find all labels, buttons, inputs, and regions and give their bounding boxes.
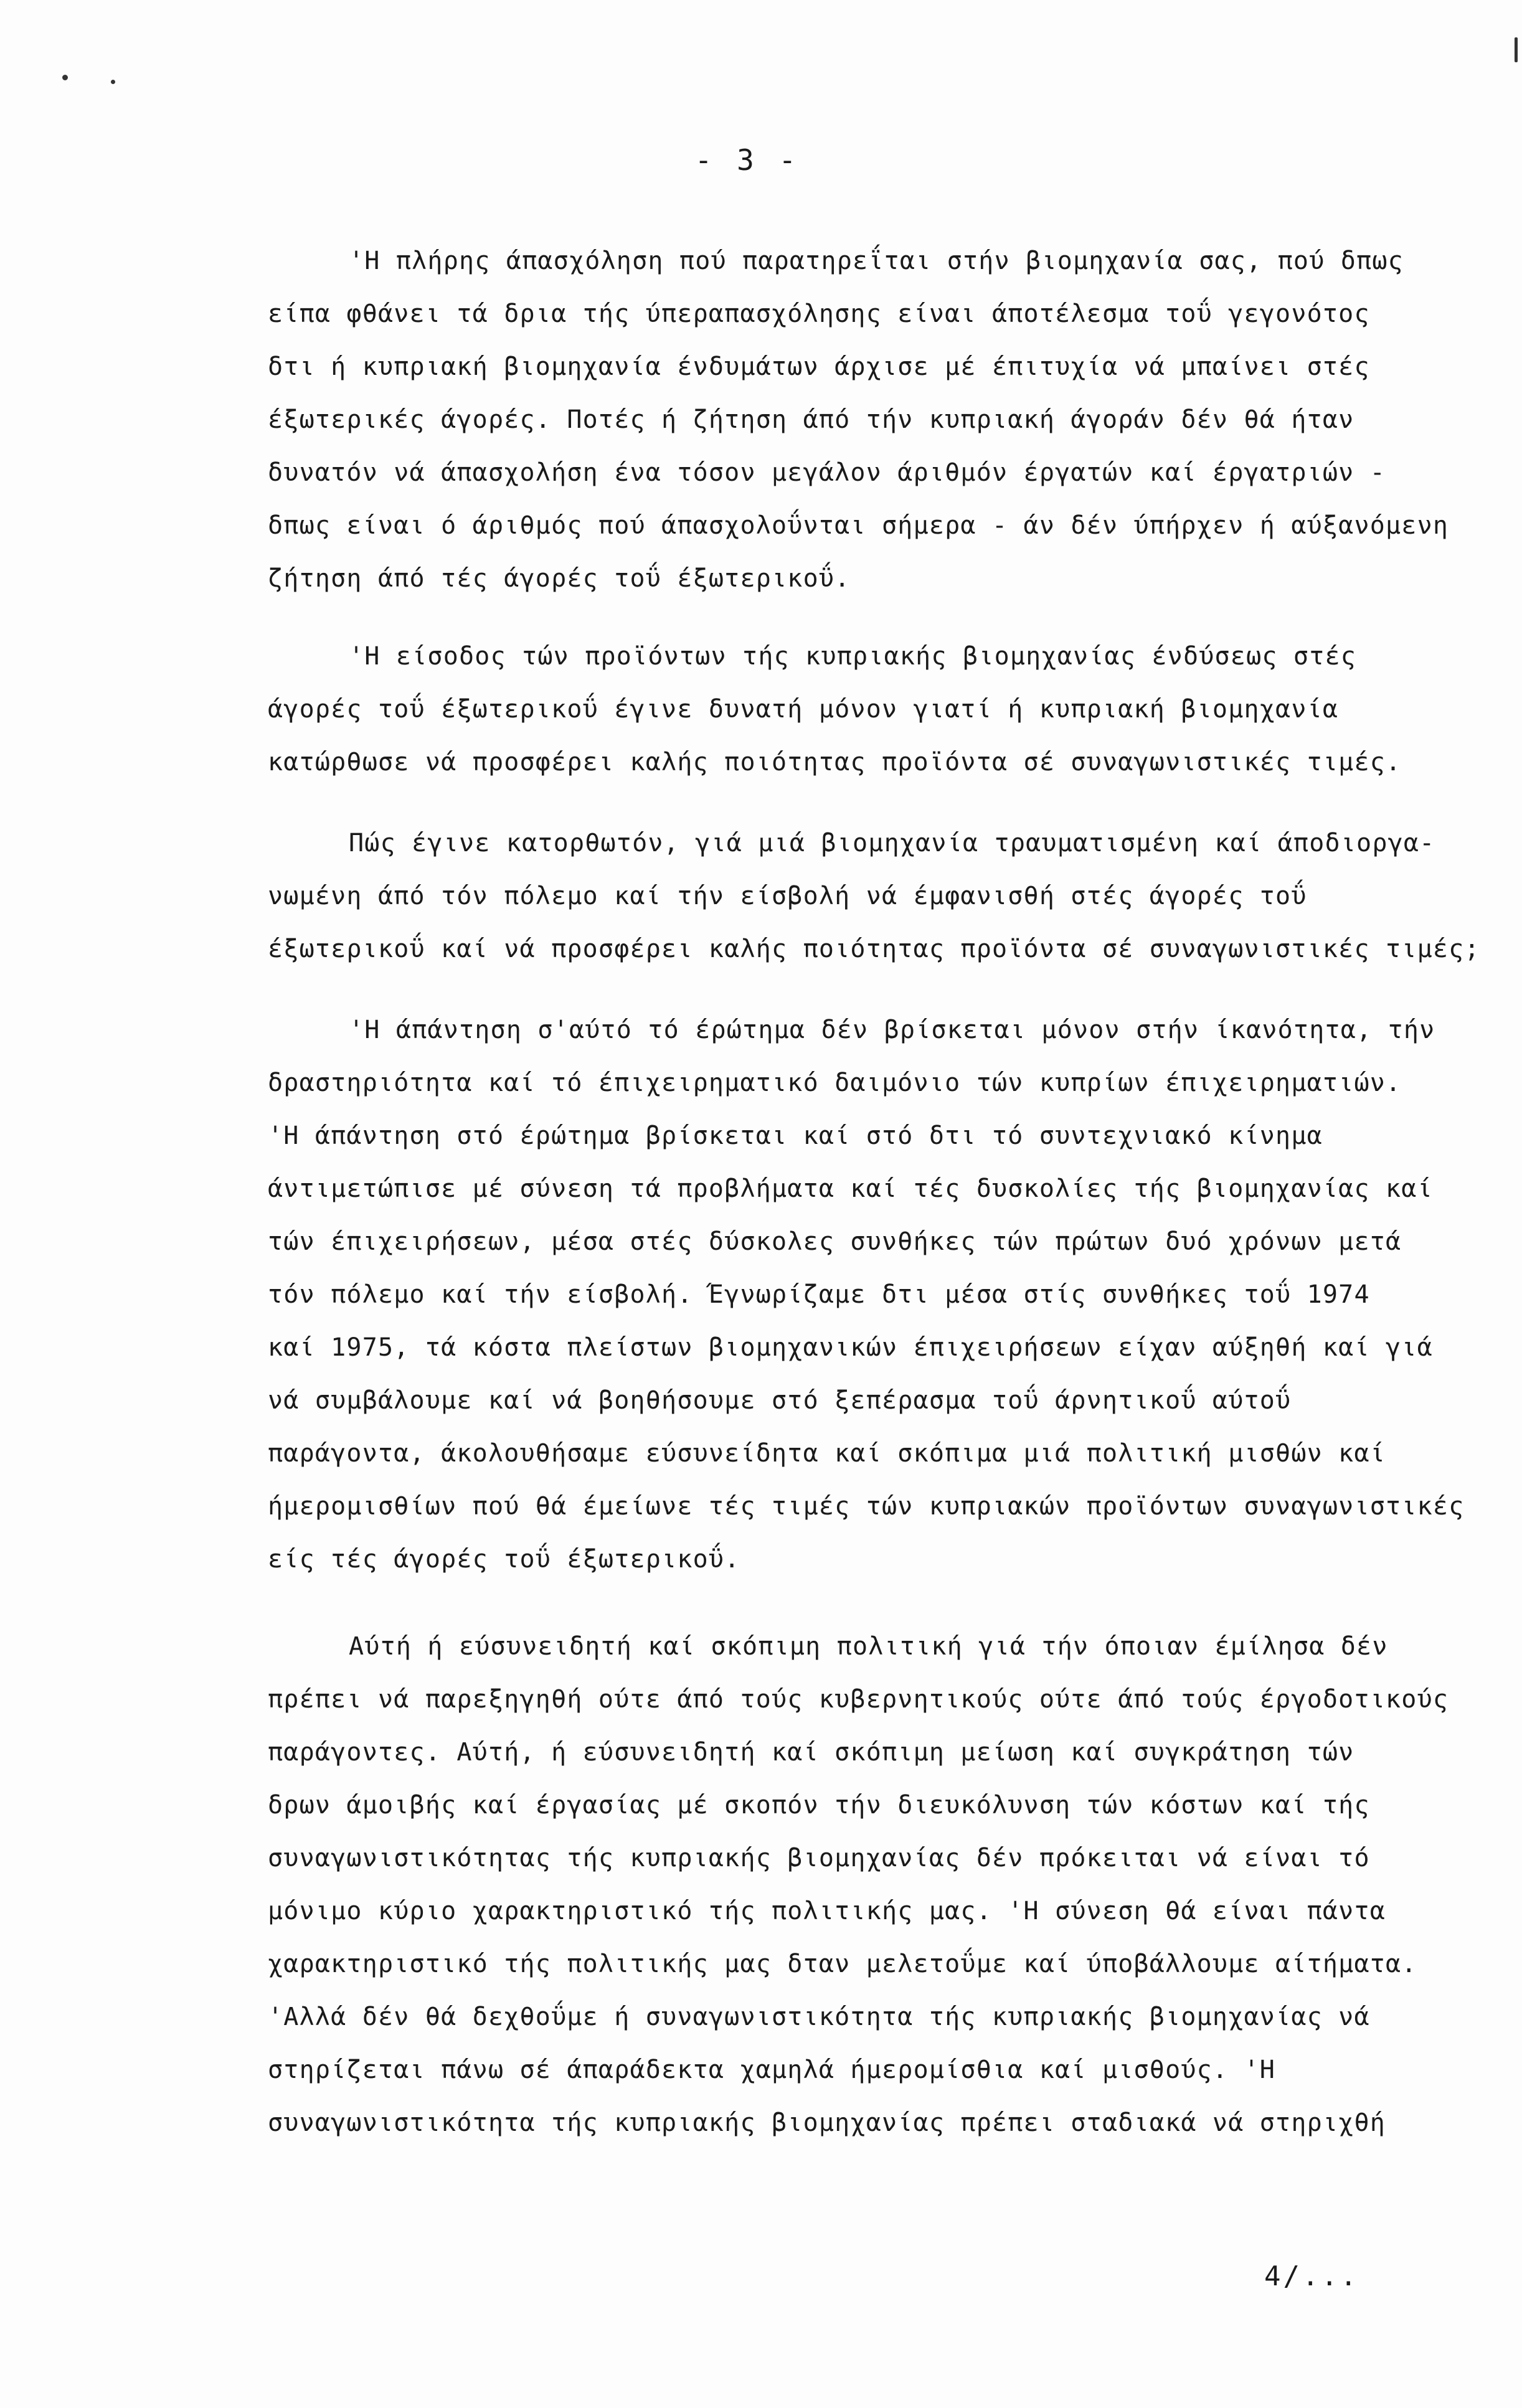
text-line: 'Αλλά δέν θά δεχθοΰμε ή συναγωνιστικότητα τής κυπριακής βιομηχανίας νά bbox=[268, 2003, 1370, 2031]
text-line: Αύτή ή εύσυνειδητή καί σκόπιμη πολιτική γιά τήν όποιαν έμίλησα δέν bbox=[349, 1632, 1388, 1661]
text-line: 'Η άπάντηση στό έρώτημα βρίσκεται καί στό δτι τό συντεχνιακό κίνημα bbox=[268, 1121, 1323, 1150]
text-line: πρέπει νά παρεξηγηθή ούτε άπό τούς κυβερνητικούς ούτε άπό τούς έργοδοτικούς bbox=[268, 1685, 1449, 1714]
text-line: δτι ή κυπριακή βιομηχανία ένδυμάτων άρχισε μέ έπιτυχία νά μπαίνει στές bbox=[268, 352, 1370, 381]
text-line: στηρίζεται πάνω σέ άπαράδεκτα χαμηλά ήμερομίσθια καί μισθούς. 'Η bbox=[268, 2056, 1276, 2084]
text-line: ζήτηση άπό τές άγορές τοΰ έξωτερικοΰ. bbox=[268, 564, 851, 593]
text-line: κατώρθωσε νά προσφέρει καλής ποιότητας προϊόντα σέ συναγωνιστικές τιμές. bbox=[268, 748, 1402, 777]
text-line: παράγοντα, άκολουθήσαμε εύσυνείδητα καί σκόπιμα μιά πολιτική μισθών καί bbox=[268, 1439, 1386, 1468]
text-line: 'Η πλήρης άπασχόληση πού παρατηρεΐται στήν βιομηχανία σας, πού δπως bbox=[349, 247, 1404, 275]
text-line: νά συμβάλουμε καί νά βοηθήσουμε στό ξεπέρασμα τοΰ άρνητικοΰ αύτοΰ bbox=[268, 1386, 1292, 1415]
text-line: μόνιμο κύριο χαρακτηριστικό τής πολιτικής μας. 'Η σύνεση θά είναι πάντα bbox=[268, 1897, 1386, 1925]
text-line: δραστηριότητα καί τό έπιχειρηματικό δαιμόνιο τών κυπρίων έπιχειρηματιών. bbox=[268, 1069, 1402, 1097]
text-line: νωμένη άπό τόν πόλεμο καί τήν είσβολή νά έμφανισθή στές άγορές τοΰ bbox=[268, 882, 1307, 910]
text-line: παράγοντες. Αύτή, ή εύσυνειδητή καί σκόπιμη μείωση καί συγκράτηση τών bbox=[268, 1738, 1354, 1767]
scan-speck bbox=[111, 80, 115, 84]
text-line: 'Η είσοδος τών προϊόντων τής κυπριακής βιομηχανίας ένδύσεως στές bbox=[349, 642, 1357, 671]
text-line: έξωτερικές άγορές. Ποτές ή ζήτηση άπό τήν κυπριακή άγοράν δέν θά ήταν bbox=[268, 405, 1354, 434]
text-line: τόν πόλεμο καί τήν είσβολή. Έγνωρίζαμε δτι μέσα στίς συνθήκες τοΰ 1974 bbox=[268, 1280, 1370, 1309]
text-line: δυνατόν νά άπασχολήση ένα τόσον μεγάλον άριθμόν έργατών καί έργατριών - bbox=[268, 458, 1386, 487]
text-line: δπως είναι ό άριθμός πού άπασχολοΰνται σήμερα - άν δέν ύπήρχεν ή αύξανόμενη bbox=[268, 511, 1449, 540]
text-line: ήμερομισθίων πού θά έμείωνε τές τιμές τών κυπριακών προϊόντων συναγωνιστικές bbox=[268, 1492, 1465, 1521]
text-line: καί 1975, τά κόστα πλείστων βιομηχανικών έπιχειρήσεων είχαν αύξηθή καί γιά bbox=[268, 1333, 1433, 1362]
text-line: Πώς έγινε κατορθωτόν, γιά μιά βιομηχανία τραυματισμένη καί άποδιοργα- bbox=[349, 829, 1435, 857]
text-line: συναγωνιστικότητας τής κυπριακής βιομηχανίας δέν πρόκειται νά είναι τό bbox=[268, 1844, 1370, 1872]
text-line: συναγωνιστικότητα τής κυπριακής βιομηχανίας πρέπει σταδιακά νά στηριχθή bbox=[268, 2108, 1386, 2137]
continuation-marker: 4/... bbox=[1264, 2260, 1359, 2292]
text-line: είς τές άγορές τοΰ έξωτερικοΰ. bbox=[268, 1545, 740, 1574]
text-line: άντιμετώπισε μέ σύνεση τά προβλήματα καί τές δυσκολίες τής βιομηχανίας καί bbox=[268, 1174, 1433, 1203]
scan-speck bbox=[62, 75, 68, 80]
text-line: χαρακτηριστικό τής πολιτικής μας δταν μελετοΰμε καί ύποβάλλουμε αίτήματα. bbox=[268, 1950, 1417, 1978]
text-line: είπα φθάνει τά δρια τής ύπεραπασχόλησης είναι άποτέλεσμα τοΰ γεγονότος bbox=[268, 300, 1370, 328]
scan-speck bbox=[1515, 37, 1518, 62]
text-line: 'Η άπάντηση σ'αύτό τό έρώτημα δέν βρίσκεται μόνον στήν ίκανότητα, τήν bbox=[349, 1016, 1435, 1044]
page-number: - 3 - bbox=[694, 143, 800, 177]
text-line: δρων άμοιβής καί έργασίας μέ σκοπόν τήν διευκόλυνση τών κόστων καί τής bbox=[268, 1791, 1370, 1820]
text-line: τών έπιχειρήσεων, μέσα στές δύσκολες συνθήκες τών πρώτων δυό χρόνων μετά bbox=[268, 1227, 1402, 1256]
text-line: έξωτερικοΰ καί νά προσφέρει καλής ποιότητας προϊόντα σέ συναγωνιστικές τιμές; bbox=[268, 935, 1480, 963]
text-line: άγορές τοΰ έξωτερικοΰ έγινε δυνατή μόνον γιατί ή κυπριακή βιομηχανία bbox=[268, 695, 1339, 724]
